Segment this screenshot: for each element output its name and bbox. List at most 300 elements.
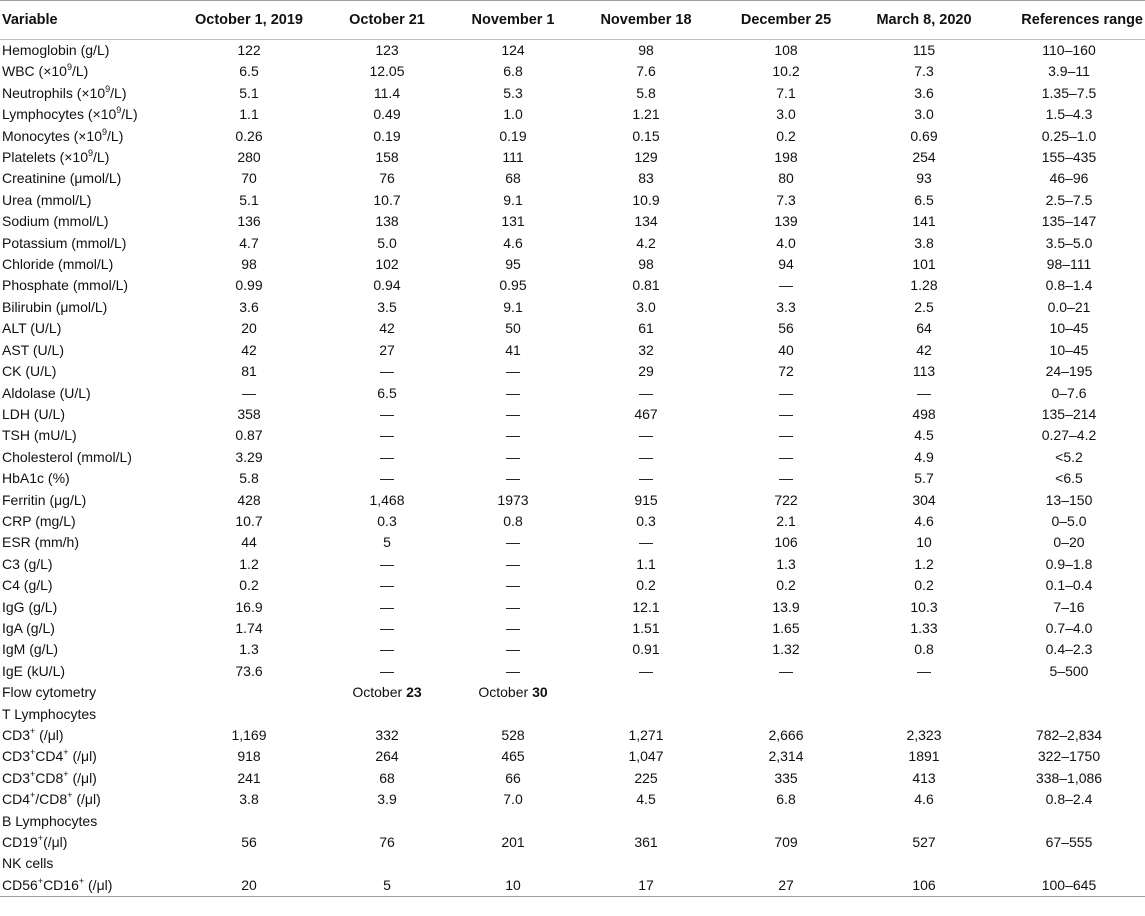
- label-superscript: +: [78, 875, 85, 886]
- value-cell: 1.51: [632, 619, 660, 636]
- value-cell: —: [506, 470, 520, 487]
- empty-cell: [451, 704, 575, 725]
- section-label: Flow cytometry: [2, 684, 97, 701]
- value-cell: 0.49: [373, 106, 401, 123]
- value-cell: 106: [774, 534, 798, 551]
- value-cell: 428: [237, 491, 261, 508]
- table-row: [0, 318, 1145, 339]
- label-text: (/μl): [35, 727, 64, 743]
- value-cell: —: [380, 363, 394, 380]
- value-cell: —: [380, 577, 394, 594]
- value-cell: 5: [383, 534, 391, 551]
- empty-cell: [575, 682, 717, 703]
- value-cell: 1.1: [239, 106, 259, 123]
- value-cell: 94: [778, 256, 794, 273]
- reference-range-cell: 0.27–4.2: [1041, 427, 1097, 444]
- empty-cell: [993, 811, 1145, 832]
- table-row: [0, 554, 1145, 575]
- value-cell: —: [380, 427, 394, 444]
- value-cell: 12.1: [632, 598, 660, 615]
- reference-range-cell: 0.4–2.3: [1045, 641, 1093, 658]
- value-cell: 1.0: [503, 106, 523, 123]
- value-cell: 2.1: [776, 512, 796, 529]
- value-cell: 6.5: [239, 63, 259, 80]
- reference-range-cell: 135–147: [1041, 213, 1097, 230]
- table-row: [0, 190, 1145, 211]
- value-cell: —: [779, 448, 793, 465]
- header-date-6: March 8, 2020: [855, 1, 993, 40]
- flow-date-day: 23: [406, 684, 422, 701]
- table-row: [0, 383, 1145, 404]
- value-cell: 0.3: [636, 512, 656, 529]
- label-text: /L): [71, 63, 89, 80]
- value-cell: 0.26: [235, 127, 263, 144]
- value-cell: —: [380, 405, 394, 422]
- value-cell: 1.3: [776, 555, 796, 572]
- variable-label: [0, 597, 175, 618]
- label-text: Monocytes (×10: [2, 127, 102, 144]
- table-row: [0, 425, 1145, 446]
- label-text: /CD8: [35, 791, 68, 808]
- empty-cell: [175, 704, 323, 725]
- value-cell: 64: [916, 320, 932, 337]
- value-cell: 413: [912, 769, 936, 786]
- value-cell: 3.8: [239, 791, 259, 808]
- value-cell: 98: [241, 256, 257, 273]
- label-text: (/μl): [43, 834, 68, 851]
- value-cell: —: [380, 598, 394, 615]
- label-text: ALT (U/L): [2, 320, 62, 337]
- table-row: [0, 746, 1145, 767]
- value-cell: 124: [501, 42, 525, 58]
- variable-label: [0, 532, 175, 553]
- label-text: CD3: [2, 748, 31, 765]
- label-text: C3 (g/L): [2, 555, 53, 572]
- value-cell: —: [506, 363, 520, 380]
- value-cell: —: [779, 277, 793, 294]
- value-cell: 13.9: [772, 598, 800, 615]
- variable-label: [0, 425, 175, 446]
- table-row: [0, 768, 1145, 789]
- label-superscript: +: [30, 747, 36, 758]
- reference-range-cell: 3.9–11: [1048, 63, 1090, 80]
- value-cell: 27: [379, 341, 395, 358]
- table-row: [0, 40, 1145, 62]
- value-cell: 93: [916, 170, 932, 187]
- value-cell: 106: [855, 875, 993, 897]
- value-cell: 3.6: [914, 84, 934, 101]
- reference-range-cell: 13–150: [1045, 491, 1093, 508]
- variable-label: [0, 318, 175, 339]
- value-cell: 12.05: [369, 63, 405, 80]
- value-cell: 7.0: [503, 791, 523, 808]
- table-row: [0, 361, 1145, 382]
- variable-label: [0, 768, 175, 789]
- value-cell: 2,323: [906, 727, 942, 743]
- section-label: NK cells: [2, 855, 54, 872]
- value-cell: 68: [505, 170, 521, 187]
- variable-label: [0, 275, 175, 296]
- value-cell: 16.9: [235, 598, 263, 615]
- value-cell: 1.74: [235, 619, 263, 636]
- value-cell: 0.3: [377, 512, 397, 529]
- value-cell: 81: [241, 363, 257, 380]
- label-text: CRP (mg/L): [2, 512, 76, 529]
- value-cell: —: [639, 662, 653, 679]
- value-cell: 6.8: [503, 63, 523, 80]
- value-cell: —: [506, 534, 520, 551]
- value-cell: 1,271: [628, 727, 664, 743]
- table-row: [0, 832, 1145, 853]
- value-cell: 70: [241, 170, 257, 187]
- label-text: Cholesterol (mmol/L): [2, 448, 132, 465]
- value-cell: 158: [375, 149, 399, 166]
- value-cell: 0.94: [373, 277, 401, 294]
- value-cell: 115: [912, 42, 936, 58]
- reference-range-cell: 0.1–0.4: [1045, 577, 1093, 594]
- value-cell: 1,468: [369, 491, 405, 508]
- flow-date-prefix: October: [478, 684, 533, 701]
- table-row: [0, 468, 1145, 489]
- value-cell: 332: [375, 727, 399, 743]
- value-cell: —: [506, 448, 520, 465]
- variable-label: [0, 875, 175, 897]
- value-cell: 17: [575, 875, 717, 897]
- value-cell: 4.5: [914, 427, 934, 444]
- value-cell: 80: [778, 170, 794, 187]
- value-cell: 7.3: [914, 63, 934, 80]
- value-cell: 42: [241, 341, 257, 358]
- value-cell: 111: [502, 149, 524, 166]
- value-cell: —: [506, 384, 520, 401]
- empty-cell: [575, 853, 717, 874]
- table-row: [0, 661, 1145, 682]
- reference-range-cell: 0.9–1.8: [1045, 555, 1093, 572]
- value-cell: 3.5: [377, 298, 397, 315]
- label-superscript: 9: [102, 126, 108, 137]
- value-cell: 129: [634, 149, 658, 166]
- empty-cell: [717, 682, 855, 703]
- value-cell: 41: [505, 341, 521, 358]
- label-text: HbA1c (%): [2, 470, 70, 487]
- label-text: WBC (×10: [2, 63, 67, 80]
- reference-range-cell: 0–20: [1053, 534, 1085, 551]
- variable-label: [0, 447, 175, 468]
- value-cell: 2.5: [914, 298, 934, 315]
- label-text: Phosphate (mmol/L): [2, 277, 129, 294]
- value-cell: 3.8: [914, 234, 934, 251]
- value-cell: —: [380, 662, 394, 679]
- value-cell: 27: [717, 875, 855, 897]
- label-superscript: +: [37, 833, 44, 844]
- variable-label: [0, 254, 175, 275]
- label-superscript: 9: [88, 148, 94, 159]
- table-row: [0, 275, 1145, 296]
- value-cell: 201: [501, 834, 525, 851]
- reference-range-cell: 1.35–7.5: [1041, 84, 1097, 101]
- variable-label: [0, 104, 175, 125]
- value-cell: 0.2: [776, 577, 796, 594]
- reference-range-cell: 5–500: [1049, 662, 1089, 679]
- value-cell: 10: [451, 875, 575, 897]
- header-date-5: December 25: [717, 1, 855, 40]
- table-row: [0, 875, 1145, 897]
- variable-label: [0, 383, 175, 404]
- table-row: [0, 254, 1145, 275]
- flow-date-cell: [451, 682, 575, 703]
- label-text: CD8: [35, 769, 64, 786]
- value-cell: 0.91: [632, 641, 660, 658]
- value-cell: 335: [774, 769, 798, 786]
- value-cell: 1.33: [910, 619, 938, 636]
- label-superscript: 9: [105, 83, 111, 94]
- value-cell: 10.7: [235, 512, 263, 529]
- variable-label: [0, 639, 175, 660]
- variable-label: [0, 832, 175, 853]
- label-superscript: 9: [116, 105, 122, 116]
- table-row: [0, 211, 1145, 232]
- value-cell: 32: [638, 341, 654, 358]
- value-cell: 76: [379, 170, 395, 187]
- variable-label: [0, 83, 175, 104]
- header-row: [0, 1, 1145, 40]
- label-text: Lymphocytes (×10: [2, 106, 117, 123]
- label-text: /L): [93, 149, 110, 166]
- label-text: Sodium (mmol/L): [2, 213, 109, 230]
- label-text: LDH (U/L): [2, 405, 66, 422]
- value-cell: —: [779, 662, 793, 679]
- value-cell: 198: [774, 149, 798, 166]
- empty-cell: [855, 811, 993, 832]
- value-cell: —: [506, 577, 520, 594]
- value-cell: 3.6: [239, 298, 259, 315]
- value-cell: 0.8: [503, 512, 523, 529]
- reference-range-cell: <6.5: [1055, 470, 1083, 487]
- label-text: CD19: [2, 834, 38, 851]
- table-row: [0, 725, 1145, 746]
- table-row: [0, 618, 1145, 639]
- label-text: /L): [110, 84, 127, 101]
- label-text: Bilirubin (μmol/L): [2, 298, 108, 315]
- reference-range-cell: <5.2: [1055, 448, 1083, 465]
- table-row: [0, 83, 1145, 104]
- label-text: Creatinine (μmol/L): [2, 170, 122, 187]
- reference-range-cell: 0.8–1.4: [1045, 277, 1093, 294]
- value-cell: 0.81: [632, 277, 660, 294]
- value-cell: 101: [912, 256, 936, 273]
- label-text: Aldolase (U/L): [2, 384, 91, 401]
- empty-cell: [451, 811, 575, 832]
- value-cell: 5.3: [503, 84, 523, 101]
- value-cell: 72: [778, 363, 794, 380]
- header-variable: Variable: [0, 1, 175, 40]
- value-cell: 709: [774, 834, 798, 851]
- value-cell: 1891: [908, 748, 940, 765]
- table-row: [0, 404, 1145, 425]
- reference-range-cell: 24–195: [1045, 363, 1093, 380]
- label-superscript: +: [30, 726, 36, 736]
- reference-range-cell: 10–45: [1049, 341, 1089, 358]
- variable-label: [0, 361, 175, 382]
- label-text: IgG (g/L): [2, 598, 58, 615]
- value-cell: 50: [505, 320, 521, 337]
- reference-range-cell: 135–214: [1041, 405, 1097, 422]
- value-cell: 4.6: [503, 234, 523, 251]
- value-cell: 56: [778, 320, 794, 337]
- value-cell: 98: [638, 256, 654, 273]
- empty-cell: [175, 811, 323, 832]
- variable-label: [0, 404, 175, 425]
- value-cell: —: [917, 662, 931, 679]
- label-text: CD4: [35, 748, 64, 765]
- value-cell: 1.2: [239, 555, 259, 572]
- variable-label: [0, 233, 175, 254]
- table-row: [0, 104, 1145, 125]
- value-cell: 9.1: [503, 298, 523, 315]
- reference-range-cell: 322–1750: [1037, 748, 1101, 765]
- label-text: (/μl): [72, 791, 101, 808]
- value-cell: —: [380, 448, 394, 465]
- value-cell: 20: [241, 320, 257, 337]
- reference-range-cell: 0.0–21: [1047, 298, 1091, 315]
- value-cell: 134: [634, 213, 658, 230]
- value-cell: 3.0: [914, 106, 934, 123]
- nk-cells-section: [0, 853, 1145, 874]
- table-row: [0, 340, 1145, 361]
- label-text: /L): [121, 106, 138, 123]
- value-cell: 1.1: [636, 555, 656, 572]
- label-text: CD3: [2, 769, 31, 786]
- table-row: [0, 126, 1145, 147]
- value-cell: —: [506, 641, 520, 658]
- value-cell: 68: [379, 769, 395, 786]
- value-cell: 136: [237, 213, 261, 230]
- value-cell: —: [506, 619, 520, 636]
- reference-range-cell: 3.5–5.0: [1045, 234, 1093, 251]
- empty-cell: [451, 853, 575, 874]
- variable-label: [0, 746, 175, 767]
- value-cell: 141: [912, 213, 936, 230]
- value-cell: 254: [912, 149, 936, 166]
- value-cell: —: [779, 384, 793, 401]
- value-cell: 1.28: [910, 277, 938, 294]
- table-row: [0, 575, 1145, 596]
- table-row: [0, 639, 1145, 660]
- variable-label: [0, 618, 175, 639]
- value-cell: 722: [774, 491, 798, 508]
- label-text: (/μl): [68, 748, 97, 765]
- value-cell: 123: [375, 42, 399, 58]
- value-cell: 498: [912, 405, 936, 422]
- header-date-2: October 21: [323, 1, 451, 40]
- variable-label: [0, 211, 175, 232]
- label-text: CD4: [2, 791, 31, 808]
- value-cell: —: [779, 470, 793, 487]
- value-cell: 1973: [497, 491, 529, 508]
- reference-range-cell: 98–111: [1046, 256, 1092, 273]
- label-text: /L): [107, 127, 124, 144]
- variable-label: [0, 297, 175, 318]
- value-cell: 7.3: [776, 191, 796, 208]
- value-cell: 6.5: [377, 384, 397, 401]
- table-row: [0, 147, 1145, 168]
- label-text: Platelets (×10: [2, 149, 88, 166]
- value-cell: 0.87: [235, 427, 263, 444]
- value-cell: 1.32: [772, 641, 800, 658]
- label-text: (/μl): [68, 769, 97, 786]
- value-cell: 1.3: [239, 641, 259, 658]
- label-superscript: +: [63, 747, 69, 758]
- value-cell: 139: [774, 213, 798, 230]
- value-cell: 56: [241, 834, 257, 851]
- value-cell: 0.2: [776, 127, 796, 144]
- empty-cell: [575, 811, 717, 832]
- value-cell: 5.1: [239, 191, 259, 208]
- label-text: CD16: [43, 876, 79, 893]
- label-text: IgE (kU/L): [2, 662, 66, 679]
- empty-cell: [855, 853, 993, 874]
- label-text: ESR (mm/h): [2, 534, 79, 551]
- value-cell: 361: [634, 834, 658, 851]
- value-cell: 20: [175, 875, 323, 897]
- section-label: B Lymphocytes: [2, 812, 98, 829]
- variable-label: [0, 61, 175, 82]
- value-cell: 264: [375, 748, 399, 765]
- value-cell: 358: [237, 405, 261, 422]
- value-cell: 9.1: [503, 191, 523, 208]
- empty-cell: [993, 853, 1145, 874]
- value-cell: 467: [634, 405, 658, 422]
- value-cell: 241: [237, 769, 261, 786]
- value-cell: 98: [638, 42, 654, 58]
- value-cell: 29: [638, 363, 654, 380]
- flow-date-cell: [323, 682, 451, 703]
- value-cell: 5.8: [239, 470, 259, 487]
- value-cell: —: [242, 384, 256, 401]
- value-cell: 1,047: [628, 748, 664, 765]
- reference-range-cell: 46–96: [1049, 170, 1089, 187]
- value-cell: 0.99: [235, 277, 263, 294]
- header-date-4: November 18: [575, 1, 717, 40]
- empty-cell: [575, 704, 717, 725]
- value-cell: 113: [912, 363, 936, 380]
- reference-range-cell: 782–2,834: [1035, 727, 1103, 743]
- value-cell: 10.9: [632, 191, 660, 208]
- value-cell: —: [506, 555, 520, 572]
- variable-label: [0, 490, 175, 511]
- value-cell: 4.0: [776, 234, 796, 251]
- value-cell: 5.8: [636, 84, 656, 101]
- table-row: [0, 490, 1145, 511]
- table-row: [0, 168, 1145, 189]
- value-cell: 10.2: [772, 63, 800, 80]
- value-cell: —: [917, 384, 931, 401]
- value-cell: 465: [501, 748, 525, 765]
- label-text: C4 (g/L): [2, 577, 53, 594]
- section-label: T Lymphocytes: [2, 705, 97, 722]
- label-text: CD3: [2, 727, 31, 743]
- value-cell: 102: [375, 256, 399, 273]
- value-cell: 304: [912, 491, 936, 508]
- value-cell: 527: [912, 834, 936, 851]
- table-row: [0, 297, 1145, 318]
- label-text: CK (U/L): [2, 363, 57, 380]
- value-cell: 2,314: [768, 748, 804, 765]
- value-cell: 0.15: [632, 127, 660, 144]
- b-lymphocytes-section: [0, 811, 1145, 832]
- reference-range-cell: 110–160: [1042, 42, 1096, 58]
- value-cell: —: [639, 470, 653, 487]
